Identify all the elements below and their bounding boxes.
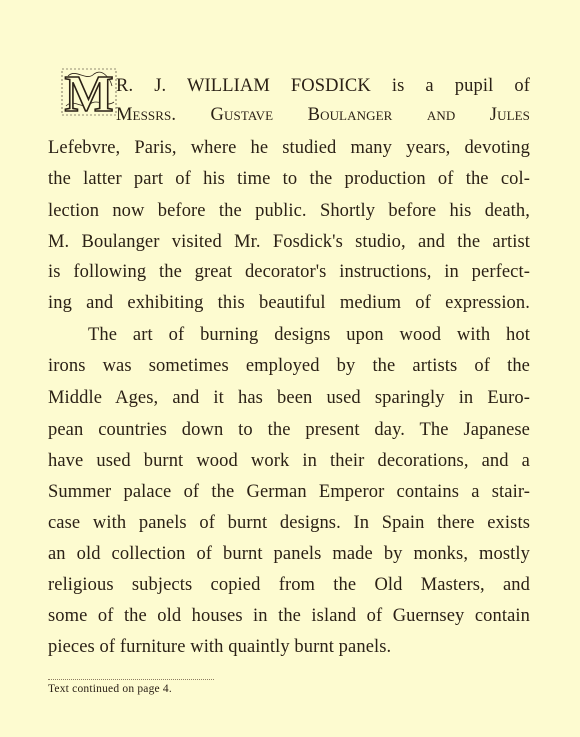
text-line: have used burnt wood work in their decorations, and a xyxy=(48,451,530,471)
text-line: the latter part of his time to the production of the col- xyxy=(48,169,530,189)
text-line: pean countries down to the present day. The Japanese xyxy=(48,420,530,440)
text-line: irons was sometimes employed by the artists of the xyxy=(48,356,530,376)
text-line: Summer palace of the German Emperor contains a stair- xyxy=(48,482,530,502)
text-line: M. Boulanger visited Mr. Fosdick's studio, and the artist xyxy=(48,232,530,252)
text-line: pieces of furniture with quaintly burnt panels. xyxy=(48,637,392,657)
text-line: R. J. WILLIAM FOSDICK is a pupil of xyxy=(116,76,530,96)
text-line: some of the old houses in the island of Guernsey contain xyxy=(48,606,530,626)
text-line: Lefebvre, Paris, where he studied many years, devoting xyxy=(48,138,530,158)
text-line: case with panels of burnt designs. In Spain there exists xyxy=(48,513,530,533)
text-line: Messrs. Gustave Boulanger and Jules xyxy=(116,105,530,125)
text-line: religious subjects copied from the Old Masters, and xyxy=(48,575,530,595)
text-line: is following the great decorator's instructions, in perfect- xyxy=(48,262,530,282)
text-line: Middle Ages, and it has been used sparingly in Euro- xyxy=(48,388,530,408)
footnote-divider xyxy=(48,679,214,680)
text-line: ing and exhibiting this beautiful medium of expression. xyxy=(48,293,530,313)
text-line: an old collection of burnt panels made by monks, mostly xyxy=(48,544,530,564)
text-line: lection now before the public. Shortly before his death, xyxy=(48,201,530,221)
text-line: The art of burning designs upon wood with hot xyxy=(88,325,530,345)
footnote: Text continued on page 4. xyxy=(48,683,172,695)
ornamental-drop-cap xyxy=(60,66,118,118)
svg-text:M: M xyxy=(64,66,114,118)
